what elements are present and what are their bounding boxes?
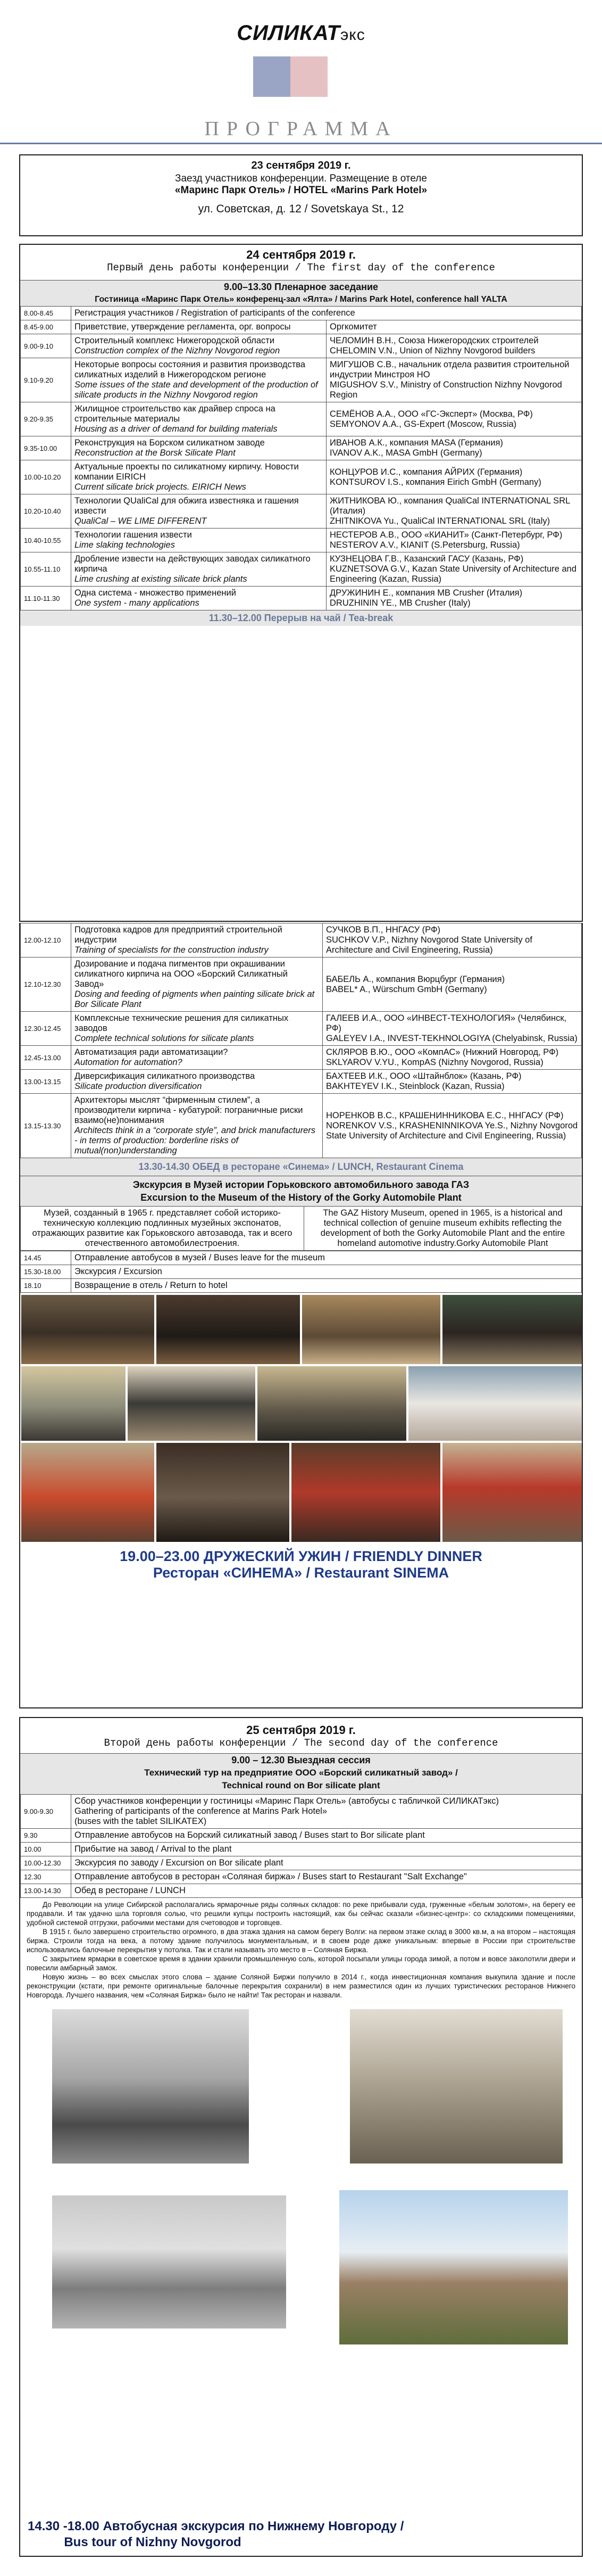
excursion-table <box>20 1251 582 1293</box>
row-time: 9.35-10.00 <box>21 436 71 460</box>
day1-date: 24 сентября 2019 г. <box>246 248 356 261</box>
museum-photo-grid <box>20 1295 582 1545</box>
arrival-address: ул. Советская, д. 12 / Sovetskaya St., 12 <box>198 203 404 215</box>
row-topic <box>71 334 327 358</box>
row-topic-en: Lime slaking technologies <box>74 540 175 550</box>
history-photo-4 <box>339 2190 568 2344</box>
museum-photo-4 <box>442 1295 582 1364</box>
schedule-row <box>21 307 582 320</box>
history-p4: Новую жизнь – во всех смыслах этого слова – здание Соляной Биржи получило в 2014 г., когда инвестиционная компания выкупила здание и после реконструкции (кстати, при ремонте оригинальные балочные перекрытия сохранили) в нем разместился один из лучших туристических ресторанов Нижнего Новгорода. Лучшего названия, чем «Соляная Биржа» было не найти! Так ресторан и назвали. <box>27 1973 575 1999</box>
row-topic <box>71 587 327 610</box>
row-topic <box>71 1046 323 1070</box>
row-time: 8.00-8.45 <box>21 307 71 320</box>
schedule-row <box>21 923 582 957</box>
schedule-row <box>21 957 582 1012</box>
history-text <box>20 1898 582 2002</box>
row-speaker: ЧЕЛОМИН В.Н., Союза Нижегородских строителей CHELOMIN V.N., Union of Nizhny Novgorod builders <box>327 334 582 358</box>
row-topic-ru: Диверсификация силикатного производства <box>74 1071 255 1081</box>
row-time: 9.30 <box>21 1829 71 1843</box>
row-topic: Регистрация участников / Registration of participants of the conference <box>71 307 582 320</box>
row-text: Отправление автобусов в музей / Buses leave for the museum <box>71 1251 582 1265</box>
museum-photo-10 <box>156 1443 289 1542</box>
history-p2: В 1915 г. было завершено строительство огромного, в два этажа здания на самом берегу Волги: на первом этаже склад в 3000 кв.м, а на втором – настоящая биржа. Строили тогда на века, а потому здание получилось монументальным, и в своем роде даже уникальным: впервые в России при строительстве использовались балочные перекрытия у потолка. Так и стали называть это место в – Соляная Биржа. <box>27 1928 575 1954</box>
history-p1: До Революции на улице Сибирской располагались ярмарочные ряды соляных складов: по реке прибывали суда, груженные «белым золотом», на берегу ее продавали. И так удачно шла торговля солью, что решили купцы построить настоящий, как бы сейчас сказали «бизнес-центр»: со складскими помещениями, удобной системой отгрузки, рабочими местами для счетоводов и торговцев. <box>27 1901 575 1927</box>
row-topic-ru: Подготовка кадров для предприятий строительной индустрии <box>74 925 282 945</box>
row-topic-ru: Реконструкция на Борском силикатном заводе <box>74 438 265 448</box>
row-topic <box>71 1012 323 1046</box>
row-time: 9.20-9.35 <box>21 402 71 436</box>
row-speaker: БАХТЕЕВ И.К., ООО «Штайнблок» (Казань, РФ) BAKHTEYEV I.K., Steinblock (Kazan, Russia) <box>323 1070 582 1094</box>
schedule-row <box>21 334 582 358</box>
row-speaker: СУЧКОВ В.П., ННГАСУ (РФ) SUCHKOV V.P., Nizhny Novgorod State University of Architecture and Civil Engineering, Russia) <box>323 923 582 957</box>
row-topic-en: QualiCal – WE LIME DIFFERENT <box>74 516 207 526</box>
row-time: 13.00-14.30 <box>21 1884 71 1898</box>
dinner-line1: 19.00–23.00 ДРУЖЕСКИЙ УЖИН / FRIENDLY DINNER <box>120 1548 482 1564</box>
arrival-box <box>19 154 583 236</box>
day1-subtitle: Первый день работы конференции / The first day of the conference <box>107 262 495 274</box>
schedule-row <box>21 1012 582 1046</box>
row-topic <box>71 494 327 529</box>
row-topic <box>71 460 327 494</box>
dinner-line2: Ресторан «СИНЕМА» / Restaurant SINEMA <box>153 1565 449 1581</box>
row-time: 10.00-12.30 <box>21 1856 71 1870</box>
schedule-row <box>21 402 582 436</box>
row-time: 10.20-10.40 <box>21 494 71 529</box>
row-topic <box>71 552 327 587</box>
schedule-row <box>21 1046 582 1070</box>
schedule-row <box>21 1251 582 1265</box>
schedule-row <box>21 1829 582 1843</box>
schedule-table-1 <box>20 306 582 610</box>
museum-ru: Музей, созданный в 1965 г. представляет собой историко-техническую коллекцию подлинных музейных экспонатов, отражающих развитие как Горьковского автозавода, так и всего отечественного автомобилестроения. <box>21 1207 304 1251</box>
excursion-title-ru: Экскурсия в Музей истории Горьковского автомобильного завода ГАЗ <box>20 1176 582 1191</box>
logo-color-bar <box>253 56 349 97</box>
row-topic-ru: Жилищное строительство как драйвер спроса на строительные материалы <box>74 404 275 424</box>
row-text: Экскурсия / Excursion <box>71 1265 582 1279</box>
day2-table <box>20 1794 582 1898</box>
row-speaker: ИВАНОВ А.К., компания MASA (Германия) IVANOV A.K., MASA GmbH (Germany) <box>327 436 582 460</box>
row-topic-ru: Архитекторы мыслят “фирменным стилем”, а производители кирпича - кубатурой: пограничные риски взаимо(не)понимания <box>74 1095 303 1125</box>
row-topic-en: Dosing and feeding of pigments when painting silicate brick at Bor Silicate Plant <box>74 989 315 1009</box>
row-topic-en: Silicate production diversification <box>74 1081 202 1091</box>
day1-box <box>19 244 583 922</box>
row-time: 10.00-10.20 <box>21 460 71 494</box>
row-topic-en: Complete technical solutions for silicate plants <box>74 1034 254 1043</box>
schedule-row <box>21 587 582 610</box>
row-text: Отправление автобусов на Борский силикатный завод / Buses start to Bor silicate plant <box>71 1829 582 1843</box>
program-title: ПРОГРАММА <box>204 118 398 140</box>
schedule-row <box>21 1279 582 1293</box>
museum-photo-11 <box>291 1443 440 1542</box>
museum-photo-7 <box>257 1366 406 1441</box>
row-topic-en: Current silicate brick projects. EIRICH News <box>74 482 246 492</box>
row-time: 11.10-11.30 <box>21 587 71 610</box>
row-text: Экскурсия по заводу / Excursion on Bor silicate plant <box>71 1856 582 1870</box>
schedule-row <box>21 1843 582 1856</box>
row-time: 12.30 <box>21 1870 71 1884</box>
row-topic-ru: Строительный комплекс Нижегородской области <box>74 336 275 345</box>
arrival-line2: «Маринс Парк Отель» / HOTEL «Marins Park Hotel» <box>174 185 428 196</box>
day2-box <box>19 1717 583 2557</box>
row-topic-en: Automation for automation? <box>74 1058 182 1067</box>
row-time: 9.00-9.30 <box>21 1795 71 1829</box>
row-speaker: СКЛЯРОВ В.Ю., ООО «КомпАС» (Нижний Новгород, РФ) SKLYAROV V.YU., KompAS (Nizhny Novgorod, Russia) <box>323 1046 582 1070</box>
row-text: Обед в ресторане / LUNCH <box>71 1884 582 1898</box>
row-time: 15.30-18.00 <box>21 1265 71 1279</box>
row-topic-ru: Некоторые вопросы состояния и развития производства силикатных изделий в Нижегородском регионе <box>74 360 306 379</box>
museum-photo-2 <box>156 1295 300 1364</box>
schedule-row <box>21 358 582 402</box>
history-photos <box>20 2009 582 2382</box>
row-topic-en: Some issues of the state and development of the production of silicate products in the Nizhny Novgorod region <box>74 380 318 400</box>
day2-session-title: 9.00 – 12.30 Выездная сессия <box>20 1753 582 1766</box>
logo <box>0 21 602 45</box>
row-time: 18.10 <box>21 1279 71 1293</box>
row-topic-en: Construction complex of the Nizhny Novgorod region <box>74 346 280 356</box>
day2-subtitle: Второй день работы конференции / The second day of the conference <box>104 1737 498 1749</box>
museum-photo-6 <box>128 1366 255 1441</box>
row-topic-en: Training of specialists for the construction industry <box>74 945 269 955</box>
excursion-title-en: Excursion to the Museum of the History of the Gorky Automobile Plant <box>20 1191 582 1206</box>
row-topic-en: Architects think in a “corporate style”, and brick manufacturers - in terms of production: borderline risks of mutual(non)understanding <box>74 1126 316 1155</box>
row-topic <box>71 436 327 460</box>
schedule-row <box>21 552 582 587</box>
arrival-line1: Заезд участников конференции. Размещение в отеле <box>175 173 427 184</box>
row-speaker: МИГУШОВ С.В., начальник отдела развития строительной индустрии Минстроя НО MIGUSHOV S.V., Ministry of Construction Nizhny Novgorod Region <box>327 358 582 402</box>
museum-photo-12 <box>442 1443 582 1542</box>
history-photo-3 <box>52 2195 286 2329</box>
row-topic-ru: Автоматизация ради автоматизации? <box>74 1047 228 1057</box>
row-time: 8.45-9.00 <box>21 320 71 334</box>
day2-tour-en: Technical round on Bor silicate plant <box>20 1779 582 1794</box>
schedule-row <box>21 460 582 494</box>
row-topic <box>71 320 327 334</box>
row-topic-en: Lime crushing at existing silicate brick plants <box>74 574 247 584</box>
row-topic-ru: Технологии гашения извести <box>74 530 192 540</box>
history-p3: С закрытием ярмарки в советское время в здании хранили промышленную соль, которой посыпали улицы города зимой, а потом и вовсе заколотили двери и повесили амбарный замок. <box>27 1955 575 1972</box>
row-speaker: КОНЦУРОВ И.С., компания АЙРИХ (Германия) KONTSUROV I.S., компания Eirich GmbH (Germany) <box>327 460 582 494</box>
row-topic-en: One system - many applications <box>74 598 199 608</box>
row-topic <box>71 1070 323 1094</box>
row-time: 13.15-13.30 <box>21 1094 71 1158</box>
row-topic <box>71 923 323 957</box>
schedule-row <box>21 1884 582 1898</box>
row-text: Прибытие на завод / Arrival to the plant <box>71 1843 582 1856</box>
row-speaker: БАБЕЛЬ А., компания Вюрцбург (Германия) BABEL* A., Würschum GmbH (Germany) <box>323 957 582 1012</box>
lunch-band: 13.30-14.30 ОБЕД в ресторане «Синема» / LUNCH, Restaurant Cinema <box>20 1158 582 1176</box>
row-topic-ru: Одна система - множество применений <box>74 588 236 598</box>
row-speaker: Оргкомитет <box>327 320 582 334</box>
schedule-row <box>21 1856 582 1870</box>
schedule-row <box>21 1870 582 1884</box>
row-speaker: ДРУЖИНИН Е., компания MB Crusher (Италия) DRUZHININ YE., MB Crusher (Italy) <box>327 587 582 610</box>
schedule-row <box>21 1795 582 1829</box>
row-time: 12.00-12.10 <box>21 923 71 957</box>
row-time: 12.30-12.45 <box>21 1012 71 1046</box>
schedule-row <box>21 1265 582 1279</box>
row-topic <box>71 957 323 1012</box>
row-topic-ru: Актуальные проекты по силикатному кирпичу. Новости компании EIRICH <box>74 462 299 482</box>
row-speaker: СЕМЁНОВ А.А., ООО «ГС-Эксперт» (Москва, РФ) SEMYONOV A.A., GS-Expert (Moscow, Russia) <box>327 402 582 436</box>
row-time: 10.40-10.55 <box>21 529 71 552</box>
row-topic-ru: Приветствие, утверждение регламента, орг. вопросы <box>74 322 291 332</box>
schedule-row <box>21 1094 582 1158</box>
schedule-row <box>21 436 582 460</box>
bus-tour-line2: Bus tour of Nizhny Novgorod <box>64 2535 241 2549</box>
logo-sub: экс <box>340 26 365 44</box>
row-time: 12.45-13.00 <box>21 1046 71 1070</box>
row-topic-en: Reconstruction at the Borsk Silicate Plant <box>74 448 236 458</box>
row-time: 14.45 <box>21 1251 71 1265</box>
row-text: Возвращение в отель / Return to hotel <box>71 1279 582 1293</box>
arrival-date: 23 сентября 2019 г. <box>251 160 351 171</box>
row-time: 10.00 <box>21 1843 71 1856</box>
row-time: 13.00-13.15 <box>21 1070 71 1094</box>
museum-photo-1 <box>21 1295 154 1364</box>
row-topic-en: Housing as a driver of demand for building materials <box>74 424 278 434</box>
schedule-row <box>21 320 582 334</box>
row-time: 9.00-9.10 <box>21 334 71 358</box>
row-topic-ru: Комплексные технические решения для силикатных заводов <box>74 1013 289 1033</box>
row-topic-ru: Дробление извести на действующих заводах силикатного кирпича <box>74 554 311 574</box>
row-speaker: НЕСТЕРОВ А.В., ООО «КИАНИТ» (Санкт-Петербург, РФ) NESTEROV A.V., KIANIT (S.Petersburg, Russia) <box>327 529 582 552</box>
schedule-row <box>21 1070 582 1094</box>
row-topic <box>71 358 327 402</box>
row-text: Отправление автобусов в ресторан «Соляная биржа» / Buses start to Restaurant "Salt Exchange" <box>71 1870 582 1884</box>
title-rule <box>0 143 602 144</box>
row-speaker: ЖИТНИКОВА Ю., компания QualiCal INTERNATIONAL SRL (Италия) ZHITNIKOVA Yu., QualiCal INTERNATIONAL SRL (Italy) <box>327 494 582 529</box>
row-text: Сбор участников конференции у гостиницы «Маринс Парк Отель» (автобусы с табличкой СИЛИКАТэкс) Gathering of participants of the conference at Marins Park Hotel» (buses with the tablet SILIKATEX) <box>71 1795 582 1829</box>
tea-break: 11.30–12.00 Перерыв на чай / Tea-break <box>20 610 582 626</box>
row-speaker: КУЗНЕЦОВА Г.В., Казанский ГАСУ (Казань, РФ) KUZNETSOVA G.V., Kazan State University of Architecture and Engineering (Kazan, Russia) <box>327 552 582 587</box>
row-time: 9.10-9.20 <box>21 358 71 402</box>
day1-part2-box <box>19 923 583 1708</box>
row-time: 10.55-11.10 <box>21 552 71 587</box>
row-topic <box>71 402 327 436</box>
museum-table <box>20 1206 582 1251</box>
museum-photo-5 <box>21 1366 126 1441</box>
plenary-title: 9.00–13.30 Пленарное заседание <box>20 280 582 293</box>
row-topic-ru: Технологии QUaliCal для обжига известняка и гашения извести <box>74 496 299 516</box>
schedule-row <box>21 494 582 529</box>
museum-photo-9 <box>21 1443 154 1542</box>
museum-en: The GAZ History Museum, opened in 1965, is a historical and technical collection of genuine museum exhibits reflecting the development of both the Gorky Automobile Plant and the entire homeland automotive industry.Gorky Automobile Plant <box>304 1207 582 1251</box>
history-photo-2 <box>350 2009 563 2164</box>
museum-photo-8 <box>408 1366 582 1441</box>
row-speaker: ГАЛЕЕВ И.А., ООО «ИНВЕСТ-ТЕХНОЛОГИЯ» (Челябинск, РФ) GALEYEV I.A., INVEST-TEKHNOLOGIYA (Chelyabinsk, Russia) <box>323 1012 582 1046</box>
logo-main: СИЛИКАТ <box>237 21 340 45</box>
plenary-venue: Гостиница «Маринс Парк Отель» конференц-зал «Ялта» / Marins Park Hotel, conference hall YALTA <box>20 293 582 306</box>
bus-tour <box>20 2519 582 2550</box>
row-time: 12.10-12.30 <box>21 957 71 1012</box>
day2-date: 25 сентября 2019 г. <box>246 1723 356 1737</box>
row-topic-ru: Дозирование и подача пигментов при окрашивании силикатного кирпича на ООО «Борский Силикатный Завод» <box>74 959 288 989</box>
row-speaker: НОРЕНКОВ В.С., КРАШЕНИННИКОВА Е.С., ННГАСУ (РФ) NORENKOV V.S., KRASHENINNIKOVA Ye.S., Nizhny Novgorod State University of Architecture and Civil Engineering, Russia) <box>323 1094 582 1158</box>
row-topic <box>71 529 327 552</box>
schedule-row <box>21 529 582 552</box>
schedule-table-2 <box>20 923 582 1158</box>
day2-tour-ru: Технический тур на предприятие ООО «Борский силикатный завод» / <box>20 1766 582 1779</box>
row-topic <box>71 1094 323 1158</box>
museum-photo-3 <box>302 1295 440 1364</box>
history-photo-1 <box>52 2009 249 2164</box>
bus-tour-line1: 14.30 -18.00 Автобусная экскурсия по Нижнему Новгороду / <box>28 2519 404 2533</box>
